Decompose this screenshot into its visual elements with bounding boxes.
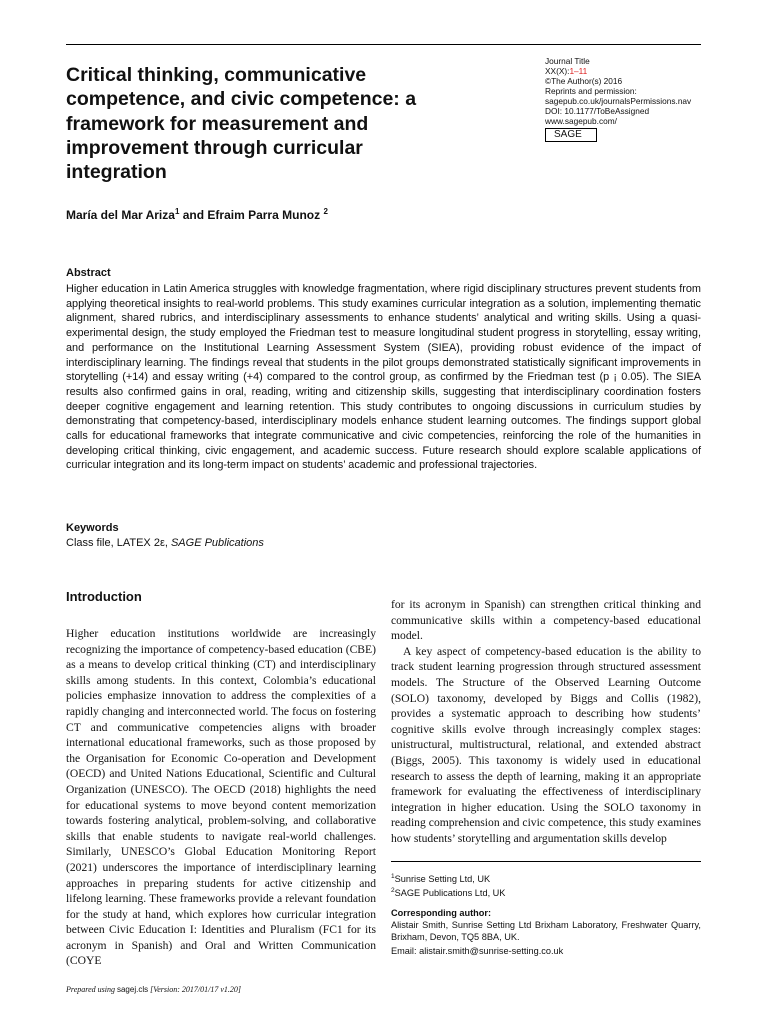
corresponding-author-email: Email: alistair.smith@sunrise-setting.co.uk: [391, 946, 564, 956]
header-rule: [66, 44, 701, 45]
author-1-affiliation: 1: [174, 207, 180, 216]
affiliation-2: $^2$SAGE Publications Ltd, UK: [391, 887, 506, 899]
website-line: www.sagepub.com/: [545, 116, 617, 126]
sage-logo-box: SAGE: [545, 128, 597, 142]
keywords-heading: Keywords: [66, 522, 119, 534]
author-1: María del Mar Ariza: [66, 208, 175, 222]
abstract-heading: Abstract: [66, 267, 111, 279]
page-range-link[interactable]: 1–11: [569, 66, 588, 76]
doi-line: DOI: 10.1177/ToBeAssigned: [545, 106, 650, 116]
volume-line: XX(X):1–11: [545, 66, 588, 76]
corresponding-author-address: Alistair Smith, Sunrise Setting Ltd Brixham Laboratory, Freshwater Quarry, Brixham, Devon, TQ5 8BA, UK.: [391, 920, 701, 943]
paper-title: Critical thinking, communicative competence, and civic competence: a framework for measurement and improvement through curricular integration: [66, 64, 417, 184]
journal-meta: [545, 56, 715, 142]
reprints-line: Reprints and permission:: [545, 86, 637, 96]
affiliation-1: $^1$Sunrise Setting Ltd, UK: [391, 873, 491, 885]
intro-right-paragraph-1: for its acronym in Spanish) can strengthen critical thinking and communicative skills within a competency-based educational model.: [391, 598, 701, 643]
corresponding-author-heading: Corresponding author:: [391, 908, 492, 918]
intro-left-column: Higher education institutions worldwide are increasingly recognizing the importance of competency-based education (CBE) as a means to develop critical thinking (CT) and interdisciplinary skills among students. In this context, Colombia’s educational policies emphasize innovation to address the complexities of a rapidly changing and interconnected world. The focus on fostering CT and communicative competencies aligns with broader international educational frameworks, such as those proposed by the Organisation for Economic Co-operation and Development (OECD) and United Nations Educational, Scientific and Cultural Organization (UNESCO). The OECD (2018) highlights the need for educational systems to move beyond content memorization towards fostering analytical, problem-solving, and collaborative skills that enable students to navigate real-world challenges. Similarly, UNESCO’s Global Education Monitoring Report (2021) underscores the importance of interdisciplinary learning approaches in preparing students for active citizenship and lifelong learning. These frameworks provide a relevant foundation for the study at hand, which explores how curricular integration between Civic Education I: Identities and Pluralism (FC1 for its acronym in Spanish) and Oral and Written Communication (COYE: [66, 627, 376, 968]
introduction-heading: Introduction: [66, 589, 142, 604]
author-2: Efraim Parra Munoz: [207, 208, 321, 222]
abstract-text: Higher education in Latin America struggles with knowledge fragmentation, where rigid disciplinary structures prevent students from applying theoretical insights to real-world problems. This study examines curricular integration as a solution, implementing thematic alignment, shared rubrics, and interdisciplinary assessments to enhance students’ analytical and writing skills. Using a quasi-experimental design, the study employed the Friedman test to measure longitudinal student progress in storytelling, essay writing, and performance on the Institutional Learning Assessment System (SIEA), providing robust evidence of the impact of interdisciplinary learning. The findings reveal that students in the pilot groups demonstrated statistically significant improvements in storytelling (+14) and essay writing (+4) compared to the control group, as confirmed by the Friedman test (p ¡ 0.05). The SIEA results also confirmed gains in oral, reading, writing and citizenship skills, suggesting that interdisciplinary coordination fosters deeper cognitive engagement and learning retention. This study contributes to ongoing discussions in curriculum studies by demonstrating that competency-based, interdisciplinary models enhance student learning outcomes. The findings support global calls for educational frameworks that integrate communicative and civic competencies, reinforcing the role of the humanities in developing critical thinking, civic engagement, and academic success. Future research should explore scalable applications of curricular integration and its long-term impact on students’ academic and professional trajectories.: [66, 283, 701, 472]
journal-title: Journal Title: [545, 56, 590, 66]
author-2-affiliation: 2: [323, 207, 328, 216]
page-footer: Prepared using sagej.cls [Version: 2017/01/17 v1.20]: [66, 985, 241, 994]
permissions-url: sagepub.co.uk/journalsPermissions.nav: [545, 96, 692, 106]
footnote-rule: [391, 861, 701, 862]
affiliations: [391, 871, 701, 899]
author-line: María del Mar Ariza$^1$ and Efraim Parra Munoz $^2$: [66, 207, 328, 222]
intro-right-column: [391, 597, 701, 847]
intro-right-paragraph-2: A key aspect of competency-based education is the ability to track student learning progression through structured assessment models. The Structure of the Observed Learning Outcome (SOLO) taxonomy, developed by Biggs and Collis (1982), provides a systematic approach to describing how students’ cognitive skills evolve through increasingly complex stages: unistructural, multistructural, relational, and extended abstract (Biggs, 2005). This taxonomy is widely used in educational research to assess the depth of learning, making it an appropriate framework for evaluating the effectiveness of interdisciplinary integration in higher education. Using the SOLO taxonomy in reading comprehension and civic competence, this study examines how students’ storytelling and argumentation skills develop: [391, 644, 701, 845]
copyright-line: ©The Author(s) 2016: [545, 76, 623, 86]
keywords-list: Class file, LATEX 2ε, SAGE Publications: [66, 537, 264, 549]
